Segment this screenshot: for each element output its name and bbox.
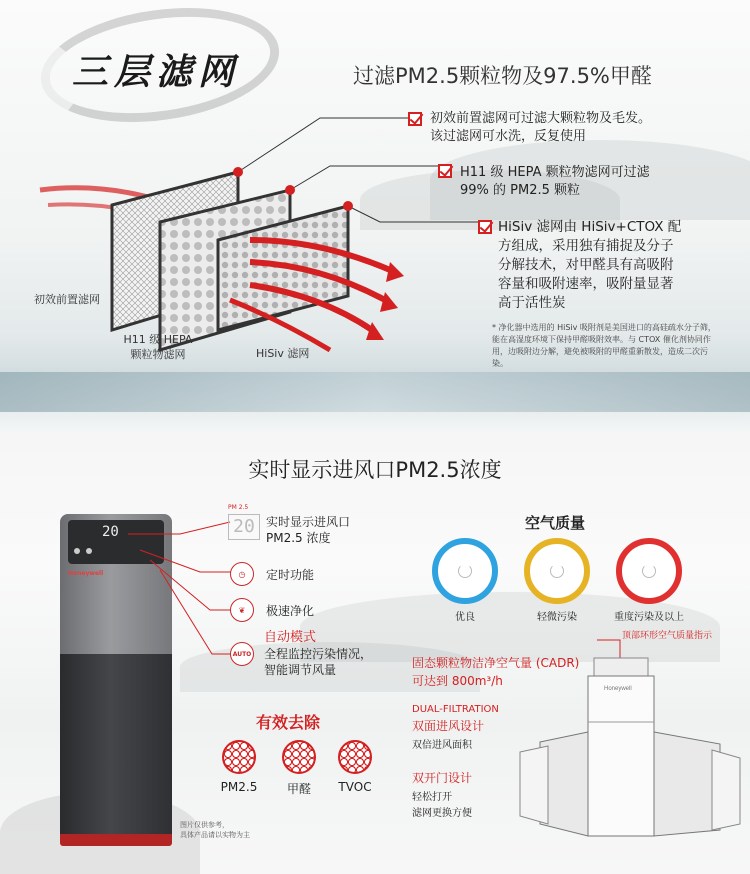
removal-title: 有效去除 [256, 713, 321, 732]
arrow-head [380, 292, 398, 312]
feature-text: 高于活性炭 [498, 295, 566, 311]
feature-timer: 定时功能 [266, 568, 315, 582]
feature-text: 全程监控污染情况， [264, 647, 373, 661]
auto-icon: AUTO [230, 642, 254, 666]
check-icon [438, 164, 452, 178]
filter-subtitle: 过滤PM2.5颗粒物及97.5%甲醛 [353, 64, 652, 88]
spec-text: 滤网更换方便 [412, 808, 472, 819]
feature-text: 分解技术，对甲醛具有高吸附 [498, 257, 674, 273]
air-quality-label: 重度污染及以上 [614, 612, 684, 623]
disclaimer-note [180, 820, 250, 840]
feature-hisiv [498, 218, 681, 313]
spec-text: 轻松打开 [412, 792, 452, 803]
calligraphy-title: 三层滤网 [72, 51, 241, 93]
auto-title: 自动模式 [264, 630, 317, 645]
label-text: 颗粒物滤网 [130, 348, 186, 361]
feature-hepa [460, 164, 650, 200]
label-text: H11 级 HEPA [123, 333, 193, 346]
feature-text: 该过滤网可水洗，反复使用 [430, 129, 587, 144]
air-quality-label: 轻微污染 [537, 612, 577, 623]
formaldehyde-icon [282, 740, 316, 774]
label-hepa [118, 332, 198, 362]
feature-text: 初效前置滤网可过滤大颗粒物及毛发。 [430, 111, 652, 126]
footnote: * 净化器中选用的 HiSiv 吸附剂是美国进口的高硅疏水分子筛，能在高湿度环境下保持甲醛吸附效率。与 CTOX 催化剂协同作用，边吸附边分解，避免被吸附的甲醛重新散发，造成二次污染。 [492, 323, 716, 368]
marker-dot [285, 185, 295, 195]
spec-text: DUAL-FILTRATION [412, 704, 499, 715]
feature-text: 方组成，采用独有捕捉及分子 [498, 238, 674, 254]
arrow-head [386, 262, 404, 282]
leader-line [348, 206, 480, 222]
note-text: 具体产品请以实物为主 [180, 831, 250, 839]
filter-section [0, 0, 750, 432]
feature-text: 智能调节风量 [264, 663, 337, 677]
removal-label: PM2.5 [220, 780, 258, 794]
spec-text: 双开门设计 [412, 771, 473, 785]
pm25-icon [222, 740, 256, 774]
feature-text: HiSiv 滤网由 HiSiv+CTOX 配 [498, 219, 682, 235]
tvoc-icon [338, 740, 372, 774]
spec-text: 双面进风设计 [412, 719, 485, 733]
open-device-illustration [0, 432, 750, 874]
marker-dot [233, 167, 243, 177]
note-text: 图片仅供参考， [180, 821, 229, 829]
feature-text: PM2.5 浓度 [266, 531, 331, 545]
display-section [0, 432, 750, 874]
feature-turbo: 极速净化 [266, 604, 315, 618]
spec-text: 双倍进风面积 [412, 740, 472, 751]
check-icon [478, 220, 492, 234]
feature-text: 99% 的 PM2.5 颗粒 [460, 183, 581, 198]
removal-label: 甲醛 [286, 782, 311, 796]
display-title: 实时显示进风口PM2.5浓度 [248, 458, 502, 482]
pm-display-icon: 20 [228, 514, 260, 540]
ring-indicator-note: 顶部环形空气质量指示 [622, 631, 713, 641]
feature-prefilter [430, 110, 651, 146]
feature-text: H11 级 HEPA 颗粒物滤网可过滤 [460, 165, 650, 180]
brand-logo: Honeywell [68, 570, 104, 577]
pm-small-label: PM 2.5 [228, 504, 249, 511]
feature-text: 容量和吸附速率，吸附量显著 [498, 276, 674, 292]
pm-readout: 20 [102, 524, 119, 540]
spec-text: 固态颗粒物洁净空气量 (CADR) [412, 656, 580, 670]
air-quality-title: 空气质量 [525, 514, 586, 532]
device-brand-mark: Honeywell [604, 686, 632, 692]
feature-text: 实时显示进风口 [266, 515, 351, 529]
leader-line [238, 118, 412, 172]
label-pre-filter: 初效前置滤网 [34, 293, 100, 306]
marker-dot [343, 201, 353, 211]
leader-line [290, 166, 440, 190]
leaf-icon: ❦ [230, 598, 254, 622]
check-icon [408, 112, 422, 126]
spec-text: 可达到 800m³/h [412, 674, 503, 688]
clock-icon: ◷ [230, 562, 254, 586]
air-quality-label: 优良 [455, 612, 475, 623]
removal-label: TVOC [338, 780, 372, 794]
label-hisiv: HiSiv 滤网 [256, 347, 310, 360]
